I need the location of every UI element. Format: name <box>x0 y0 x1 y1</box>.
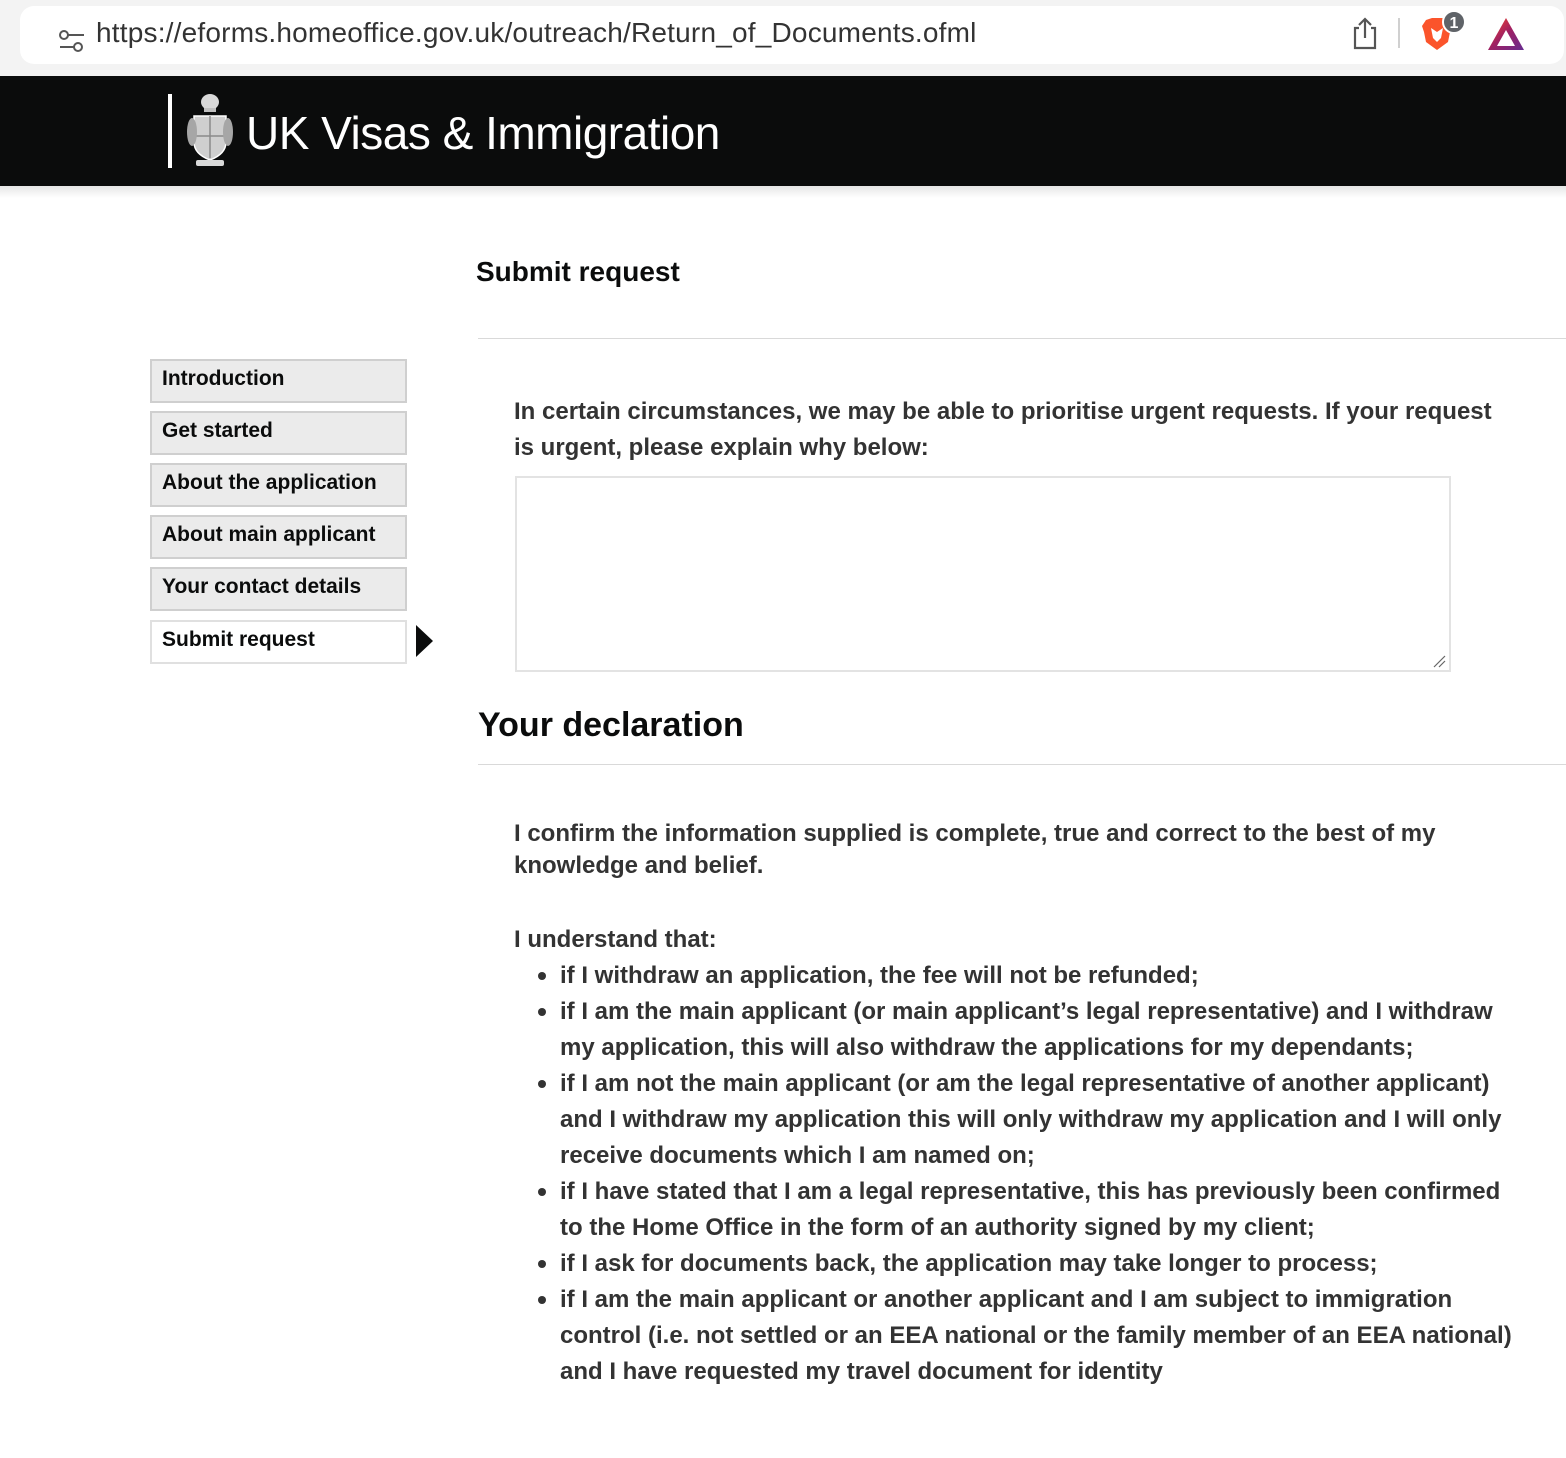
declaration-confirm-text: I confirm the information supplied is complete, true and correct to the best of my knowledge and belief. <box>514 820 1436 879</box>
shields-count-badge: 1 <box>1442 10 1466 34</box>
resize-grip-icon[interactable] <box>1432 654 1446 668</box>
nav-item-submit-request[interactable]: Submit request <box>150 620 407 664</box>
bullet-icon <box>538 1008 546 1016</box>
nav-item-about-main-applicant[interactable]: About main applicant <box>150 515 407 559</box>
bullet-icon <box>538 972 546 980</box>
browser-toolbar <box>0 0 1566 76</box>
site-title[interactable]: UK Visas & Immigration <box>246 107 720 159</box>
nav-item-get-started[interactable]: Get started <box>150 411 407 455</box>
nav-item-contact-details[interactable]: Your contact details <box>150 567 407 611</box>
tune-icon[interactable] <box>58 28 86 54</box>
site-header <box>0 76 1566 186</box>
nav-item-introduction[interactable]: Introduction <box>150 359 407 403</box>
divider <box>478 338 1566 339</box>
nav-item-about-application[interactable]: About the application <box>150 463 407 507</box>
list-item <box>514 1246 1514 1282</box>
bullet-icon <box>538 1080 546 1088</box>
list-item-text: if I am the main applicant (or main applicant’s legal representative) and I withdraw my application, this will also withdraw the applications for my dependants; <box>560 998 1493 1061</box>
bullet-icon <box>538 1260 546 1268</box>
header-divider <box>168 94 172 168</box>
share-icon[interactable] <box>1350 16 1380 50</box>
list-item <box>514 1066 1514 1174</box>
urgent-reason-textarea[interactable] <box>515 476 1451 672</box>
declaration-understand-text: I understand that: <box>514 926 717 953</box>
list-item <box>514 958 1514 994</box>
header-shadow <box>0 186 1566 198</box>
divider <box>478 764 1566 765</box>
list-item <box>514 1174 1514 1246</box>
page-title: Submit request <box>476 256 680 287</box>
url-text[interactable]: https://eforms.homeoffice.gov.uk/outreach/Return_of_Documents.ofml <box>96 17 977 48</box>
list-item-text: if I ask for documents back, the application may take longer to process; <box>560 1250 1378 1277</box>
nav-arrow-icon <box>416 625 433 657</box>
bullet-icon <box>538 1296 546 1304</box>
list-item-text: if I am the main applicant or another applicant and I am subject to immigration control (i.e. not settled or an EEA national or the family member of an EEA national) and I have requested my travel document for identity <box>560 1286 1512 1385</box>
list-item-text: if I have stated that I am a legal representative, this has previously been confirmed to the Home Office in the form of an authority signed by my client; <box>560 1178 1501 1241</box>
declaration-list <box>514 958 1514 1390</box>
list-item-text: if I withdraw an application, the fee will not be refunded; <box>560 962 1199 989</box>
rewards-triangle-icon[interactable] <box>1486 16 1526 52</box>
toolbar-divider <box>1398 18 1400 48</box>
list-item <box>514 994 1514 1066</box>
list-item <box>514 1282 1514 1390</box>
royal-crest-icon <box>186 92 234 170</box>
list-item-text: if I am not the main applicant (or am the legal representative of another applicant) and I withdraw my application this will only withdraw my application and I will only receive documents which I am named on; <box>560 1070 1502 1169</box>
declaration-heading: Your declaration <box>478 706 744 744</box>
bullet-icon <box>538 1188 546 1196</box>
urgent-reason-label: In certain circumstances, we may be able to prioritise urgent requests. If your request is urgent, please explain why below: <box>514 398 1492 461</box>
